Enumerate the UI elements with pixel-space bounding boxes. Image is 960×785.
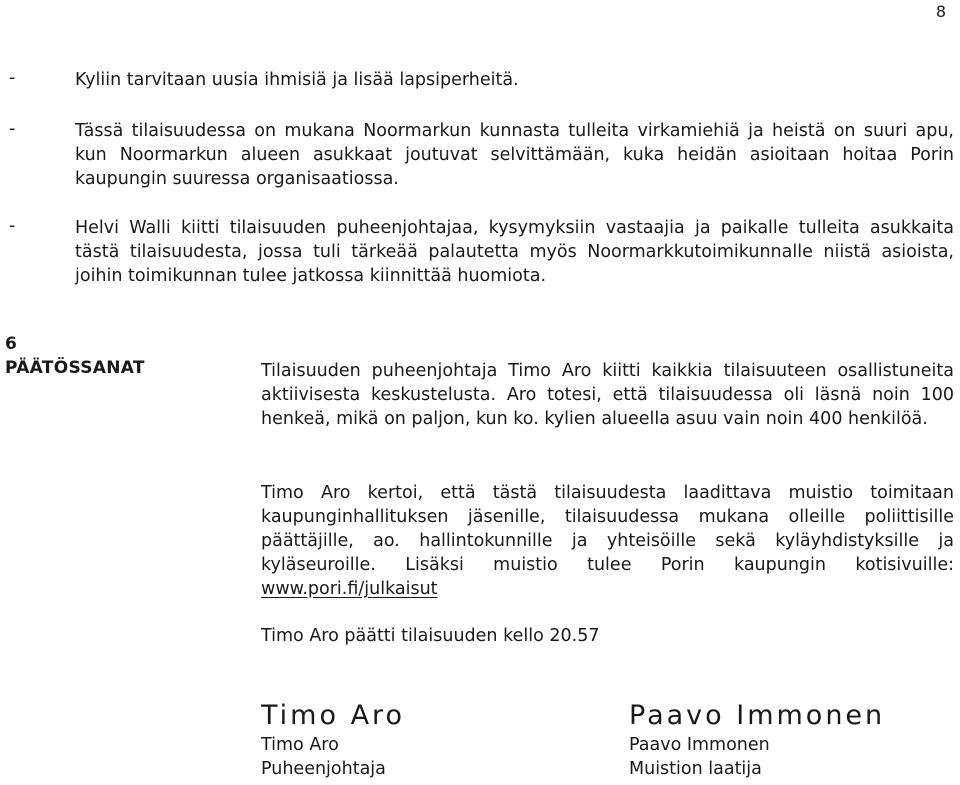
signer-role: Puheenjohtaja [261, 759, 386, 779]
bullet-dash: - [9, 68, 16, 88]
bullet-text: Helvi Walli kiitti tilaisuuden puheenjohtajaa, kysymyksiin vastaajia ja paikalle tulleita asukkaita tästä tilaisuudesta, jossa tuli tärkeää palautetta myös Noormarkkutoimikunnalle niistä asioista, joihin toimikunnan tulee jatkossa kiinnittää huomiota. [75, 218, 954, 286]
closing-paragraph-3: Timo Aro päätti tilaisuuden kello 20.57 [261, 626, 600, 646]
signer-name: Paavo Immonen [629, 735, 770, 755]
bullet-item [0, 216, 960, 288]
website-link[interactable]: www.pori.fi/julkaisut [261, 579, 438, 599]
signature-block-chair [261, 699, 405, 781]
section-number: 6 [5, 334, 17, 354]
bullet-item [0, 119, 960, 191]
paragraph-text: Timo Aro kertoi, että tästä tilaisuudesta laadittava muistio toimitaan kaupunginhallituksen jäsenille, tilaisuudessa mukana olleille poliittisille päättäjille, ao. hallintokunnille ja yhteisöille sekä kyläyhdistyksille ja kyläseuroille. Lisäksi muistio tulee Porin kaupungin kotisivuille: [261, 483, 954, 575]
page-number: 8 [935, 2, 946, 21]
closing-paragraph-2 [261, 481, 954, 601]
signer-name: Timo Aro [261, 735, 339, 755]
signature-block-secretary [629, 699, 885, 781]
closing-paragraph-1: Tilaisuuden puheenjohtaja Timo Aro kiitti kaikkia tilaisuuteen osallistuneita aktiivisesta keskustelusta. Aro totesi, että tilaisuudessa oli läsnä noin 100 henkeä, mikä on paljon, kun ko. kylien alueella asuu vain noin 400 henkilöä. [261, 361, 954, 429]
section-title: PÄÄTÖSSANAT [5, 358, 145, 378]
bullet-item [0, 68, 960, 92]
signature: Timo Aro [261, 700, 406, 731]
signer-role: Muistion laatija [629, 759, 762, 779]
bullet-dash: - [9, 119, 16, 139]
bullet-text: Tässä tilaisuudessa on mukana Noormarkun kunnasta tulleita virkamiehiä ja heistä on suuri apu, kun Noormarkun alueen asukkaat joutuvat selvittämään, kuka heidän asioitaan hoitaa Porin kaupungin suuressa organisaatiossa. [75, 121, 954, 189]
signature: Paavo Immonen [629, 700, 886, 731]
bullet-dash: - [9, 216, 16, 236]
bullet-text: Kyliin tarvitaan uusia ihmisiä ja lisää lapsiperheitä. [75, 70, 519, 90]
